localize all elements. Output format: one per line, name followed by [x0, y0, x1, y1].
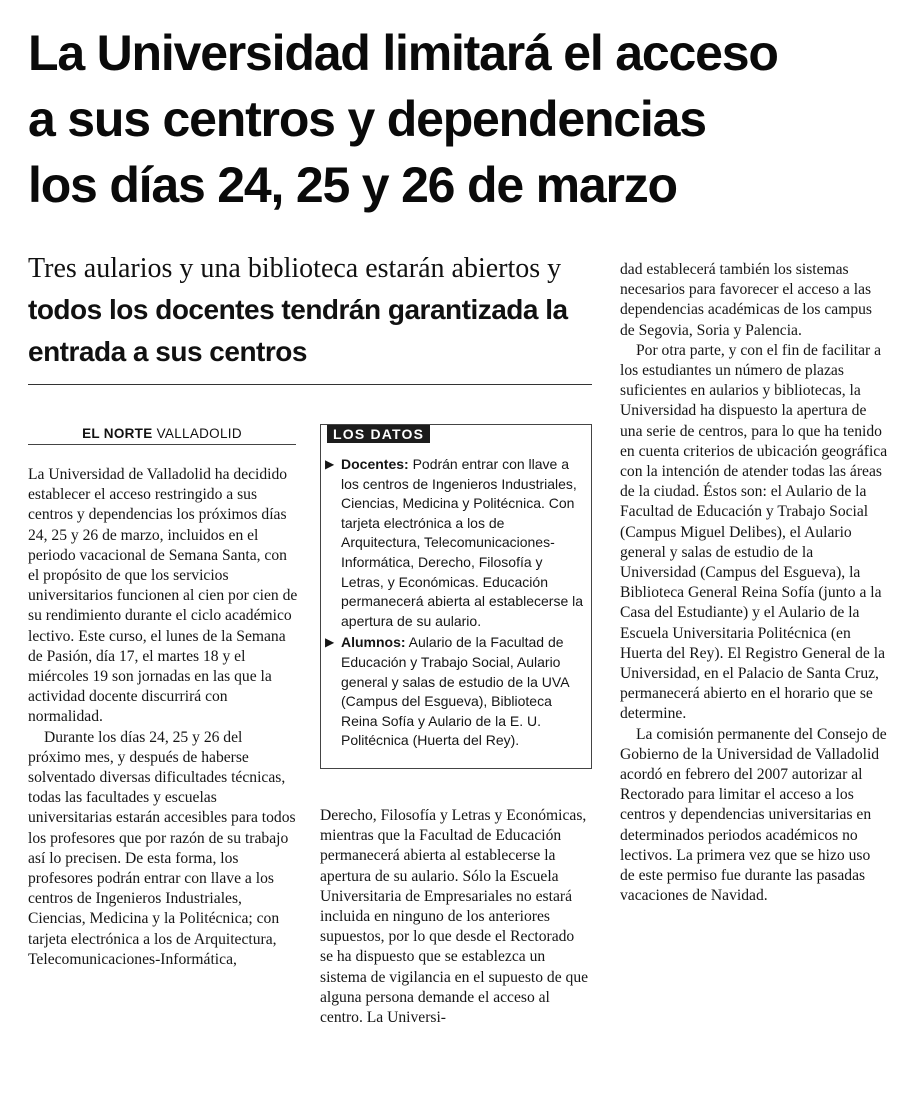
datos-item-docentes	[327, 455, 585, 631]
body-paragraph: Derecho, Filosofía y Letras y Económicas, mientras que la Facultad de Educación permanecerá abierta al establecerse la apertura de su aulario. Sólo la Escuela Universitaria de Empresariales no estará incluida en ninguno de los anteriores supuestos, por lo que desde el Rectorado se ha dispuesto que se establezca un sistema de vigilancia en el supuesto de que alguna persona demande el acceso al centro. La Universi-	[320, 807, 589, 1027]
headline	[28, 20, 898, 218]
byline	[28, 426, 296, 445]
datos-text: Podrán entrar con llave a los centros de Ingenieros Industriales, Ciencias, Medicina y Politécnica. Con tarjeta electrónica a los de Arquitectura, Telecomunicaciones-Informática, Derecho, Filosofía y Letras, y Económicas. Educación permanecerá abierta al establecerse la apertura de su aulario.	[341, 456, 584, 629]
byline-location: VALLADOLID	[156, 426, 242, 441]
datos-term: Docentes:	[341, 456, 409, 472]
datos-text: Aulario de la Facultad de Educación y Trabajo Social, Aulario general y salas de estudio de la UVA (Campus del Esgueva), Biblioteca Reina Sofía y Aulario de la E. U. Politécnica (Huerta del Rey).	[341, 634, 569, 749]
article-column-3	[620, 260, 888, 907]
headline-line-3: los días 24, 25 y 26 de marzo	[28, 157, 677, 213]
body-paragraph: La comisión permanente del Consejo de Gobierno de la Universidad de Valladolid acordó en febrero del 2007 autorizar al Rectorado para limitar el acceso a los centros y dependencias universitarias en determinados periodos académicos no lectivos. La primera vez que se hizo uso de este permiso fue durante las pasadas vacaciones de Navidad.	[620, 725, 887, 905]
byline-publication: EL NORTE	[82, 426, 153, 441]
article-column-1	[28, 465, 298, 970]
body-paragraph: dad establecerá también los sistemas necesarios para favorecer el acceso a las dependencias académicas de los campus de Segovia, Soria y Palencia.	[620, 261, 872, 339]
headline-line-1: La Universidad limitará el acceso	[28, 25, 778, 81]
body-paragraph: Durante los días 24, 25 y 26 del próximo mes, y después de haberse solventado diversas dificultades técnicas, todas las facultades y escuelas universitarias estarán accesibles para todos los profesores que por razón de su trabajo así lo precisen. De esta forma, los profesores podrán entrar con llave a los centros de Ingenieros Industriales, Ciencias, Medicina y la Politécnica; con tarjeta electrónica a los de Arquitectura, Telecomunicaciones-Informática,	[28, 728, 296, 968]
body-paragraph: Por otra parte, y con el fin de facilitar a los estudiantes un número de plazas suficientes en aularios y bibliotecas, la Universidad ha dispuesto la apertura de una serie de centros, para lo que ha tenido en cuenta criterios de ubicación geográfica con la intención de atender todas las áreas de la ciudad. Éstos son: el Aulario de la Facultad de Educación y Trabajo Social (Campus Miguel Delibes), el Aulario general y salas de estudio de la Universidad (Campus del Esgueva), la Biblioteca General Reina Sofía (junto a la Casa del Estudiante) y el Aulario de la Escuela Universitaria Politécnica (en Huerta del Rey). El Registro General de la Universidad, en el Palacio de Santa Cruz, permanecerá abierto en el horario que se determine.	[620, 341, 888, 723]
datos-item-alumnos	[327, 633, 585, 751]
subheadline-light: Tres aularios y una biblioteca estarán abiertos y	[28, 253, 562, 284]
article-column-2	[320, 806, 590, 1028]
subheadline-bold: todos los docentes tendrán garantizada la entrada a sus centros	[28, 294, 568, 367]
los-datos-title: LOS DATOS	[327, 425, 430, 443]
subheadline-divider	[28, 384, 592, 385]
datos-term: Alumnos:	[341, 634, 406, 651]
body-paragraph: La Universidad de Valladolid ha decidido establecer el acceso restringido a sus centros y dependencias los próximos días 24, 25 y 26 de marzo, incluidos en el periodo vacacional de Semana Santa, con el propósito de que los servicios universitarios funcionen al cien por cien de su rendimiento durante el ciclo académico lectivo. Este curso, el lunes de la Semana de Pasión, día 17, el martes 18 y el miércoles 19 son jornadas en las que la actividad docente discurrirá con normalidad.	[28, 466, 298, 726]
headline-line-2: a sus centros y dependencias	[28, 91, 706, 147]
subheadline	[28, 248, 598, 373]
triangle-bullet-icon: ▶	[325, 457, 335, 471]
los-datos-box	[320, 424, 592, 769]
triangle-bullet-icon: ▶	[325, 635, 335, 650]
